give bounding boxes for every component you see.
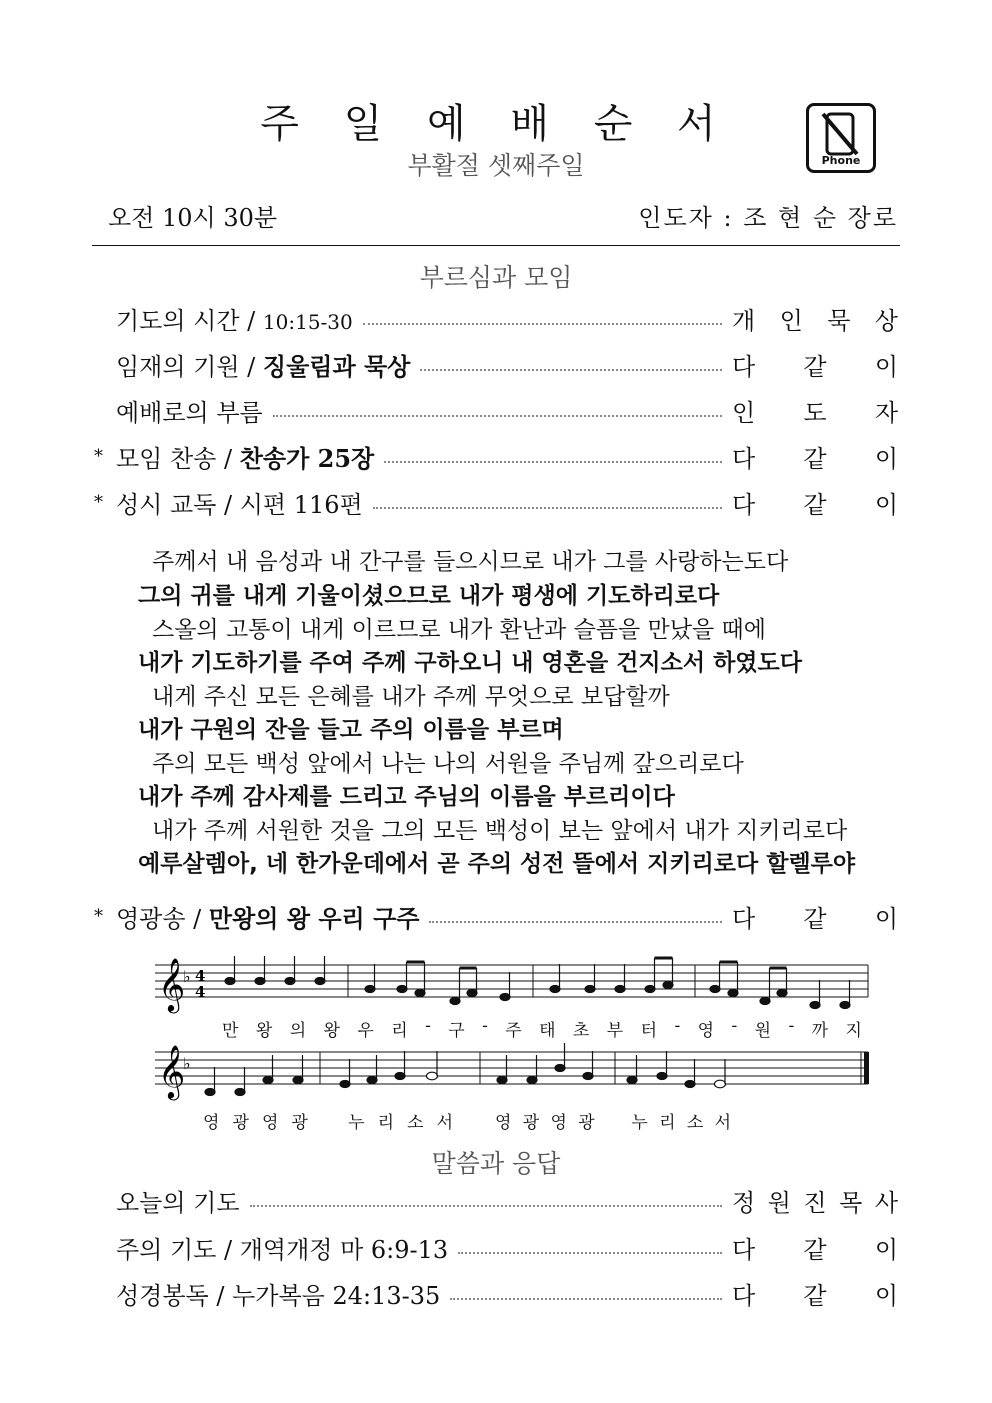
section-word: 말씀과 응답 [431, 1149, 561, 1178]
item-performer: 정 원 진 목 사 [732, 1188, 898, 1217]
lyrics-line-2a: 영 광 영 광 누 리 소 서 [203, 1113, 453, 1133]
page-title: 주 일 예 배 순 서 [260, 101, 732, 147]
order-item-call-to-worship [94, 392, 898, 428]
item-label: 주의 기도 / 개역개정 마 [116, 1235, 371, 1264]
item-performer: 인 도 자 [732, 398, 898, 427]
order-item-prayer-time [94, 300, 898, 336]
psalm-line-leader: 스올의 고통이 내게 이르므로 내가 환난과 슬픔을 만났을 때에 [152, 617, 766, 643]
order-item-gloria [94, 898, 898, 934]
leader-dots [458, 1252, 722, 1254]
order-item-lords-prayer [94, 1229, 898, 1265]
item-label: 기도의 시간 / [116, 306, 263, 335]
item-detail: 10:15-30 [262, 309, 353, 334]
item-performer: 다 같 이 [732, 1281, 898, 1310]
leader-dots [420, 369, 722, 371]
leader-dots [373, 507, 722, 509]
star-mark: * [94, 491, 103, 513]
item-label: 성시 교독 / [116, 490, 240, 519]
order-item-prayer-of-the-day [94, 1182, 898, 1218]
svg-text:4: 4 [195, 967, 206, 985]
order-item-opening-hymn [94, 438, 898, 474]
svg-text:♭: ♭ [183, 967, 191, 986]
psalm-line-leader: 주께서 내 음성과 내 간구를 들으시므로 내가 그를 사랑하는도다 [152, 549, 789, 575]
psalm-line-leader: 내게 주신 모든 은혜를 내가 주께 무엇으로 보답할까 [152, 684, 670, 710]
item-detail: 찬송가 25장 [239, 443, 375, 473]
psalm-line-response: 그의 귀를 내게 기울이셨으므로 내가 평생에 기도하리로다 [138, 583, 720, 609]
item-detail: 6:9-13 [370, 1235, 449, 1264]
phone-label: Phone [821, 154, 861, 167]
lyrics-line-1: 만 왕 의 왕 우 리 - 구 - 주 태 초 부 터 - 영 - 원 - 까 지 [222, 1016, 862, 1041]
lyrics-line-2b: 영 광 영 광 누 리 소 서 [495, 1113, 731, 1133]
item-detail: 징울림과 묵상 [262, 351, 411, 381]
item-label: 성경봉독 / 누가복음 [116, 1281, 333, 1310]
item-detail: 시편 116편 [239, 490, 363, 519]
star-mark: * [94, 905, 103, 927]
section-gathering: 부르심과 모임 [419, 263, 573, 292]
item-label: 임재의 기원 / [116, 352, 263, 381]
item-performer: 다 같 이 [732, 1235, 898, 1264]
leader-dots [363, 323, 722, 325]
leader-dots [450, 1298, 722, 1300]
psalm-line-response: 예루살렘아, 네 한가운데에서 곧 주의 성전 뜰에서 지키리로다 할렐루야 [138, 851, 856, 877]
leader-dots [429, 921, 722, 923]
svg-text:𝄞: 𝄞 [158, 1044, 186, 1098]
item-performer: 개 인 묵 상 [732, 306, 898, 335]
page-subtitle: 부활절 셋째주일 [407, 151, 585, 180]
psalm-line-leader: 주의 모든 백성 앞에서 나는 나의 서원을 주님께 갚으리로다 [152, 751, 744, 777]
star-mark: * [94, 445, 103, 467]
psalm-line-leader: 내가 주께 서원한 것을 그의 모든 백성이 보는 앞에서 내가 지키리로다 [152, 818, 848, 844]
psalm-line-response: 내가 구원의 잔을 들고 주의 이름을 부르며 [138, 717, 564, 743]
item-detail: 만왕의 왕 우리 구주 [208, 903, 420, 933]
svg-text:𝄞: 𝄞 [158, 957, 186, 1011]
svg-text:4: 4 [195, 983, 206, 1001]
service-leader: 인도자 : 조 현 순 장로 [638, 204, 898, 232]
psalm-line-response: 내가 주께 감사제를 드리고 주님의 이름을 부르리이다 [138, 784, 675, 810]
no-phone-icon [806, 103, 876, 173]
leader-dots [273, 415, 722, 417]
item-label: 예배로의 부름 [116, 398, 263, 427]
svg-text:♭: ♭ [183, 1054, 191, 1073]
psalm-line-response: 내가 기도하기를 주여 주께 구하오니 내 영혼을 건지소서 하였도다 [138, 650, 802, 676]
item-performer: 다 같 이 [732, 444, 898, 473]
header-divider [92, 245, 900, 246]
item-label: 영광송 / [116, 904, 209, 933]
order-item-invocation [94, 346, 898, 382]
leader-dots [384, 461, 722, 463]
order-item-scripture-reading [94, 1275, 898, 1311]
item-label: 모임 찬송 / [116, 444, 240, 473]
service-time: 오전 10시 30분 [108, 204, 278, 232]
leader-dots [250, 1205, 722, 1207]
item-performer: 다 같 이 [732, 352, 898, 381]
item-performer: 다 같 이 [732, 904, 898, 933]
item-label: 오늘의 기도 [116, 1188, 240, 1217]
item-detail: 24:13-35 [332, 1281, 441, 1310]
order-item-responsive-reading [94, 484, 898, 520]
item-performer: 다 같 이 [732, 490, 898, 519]
